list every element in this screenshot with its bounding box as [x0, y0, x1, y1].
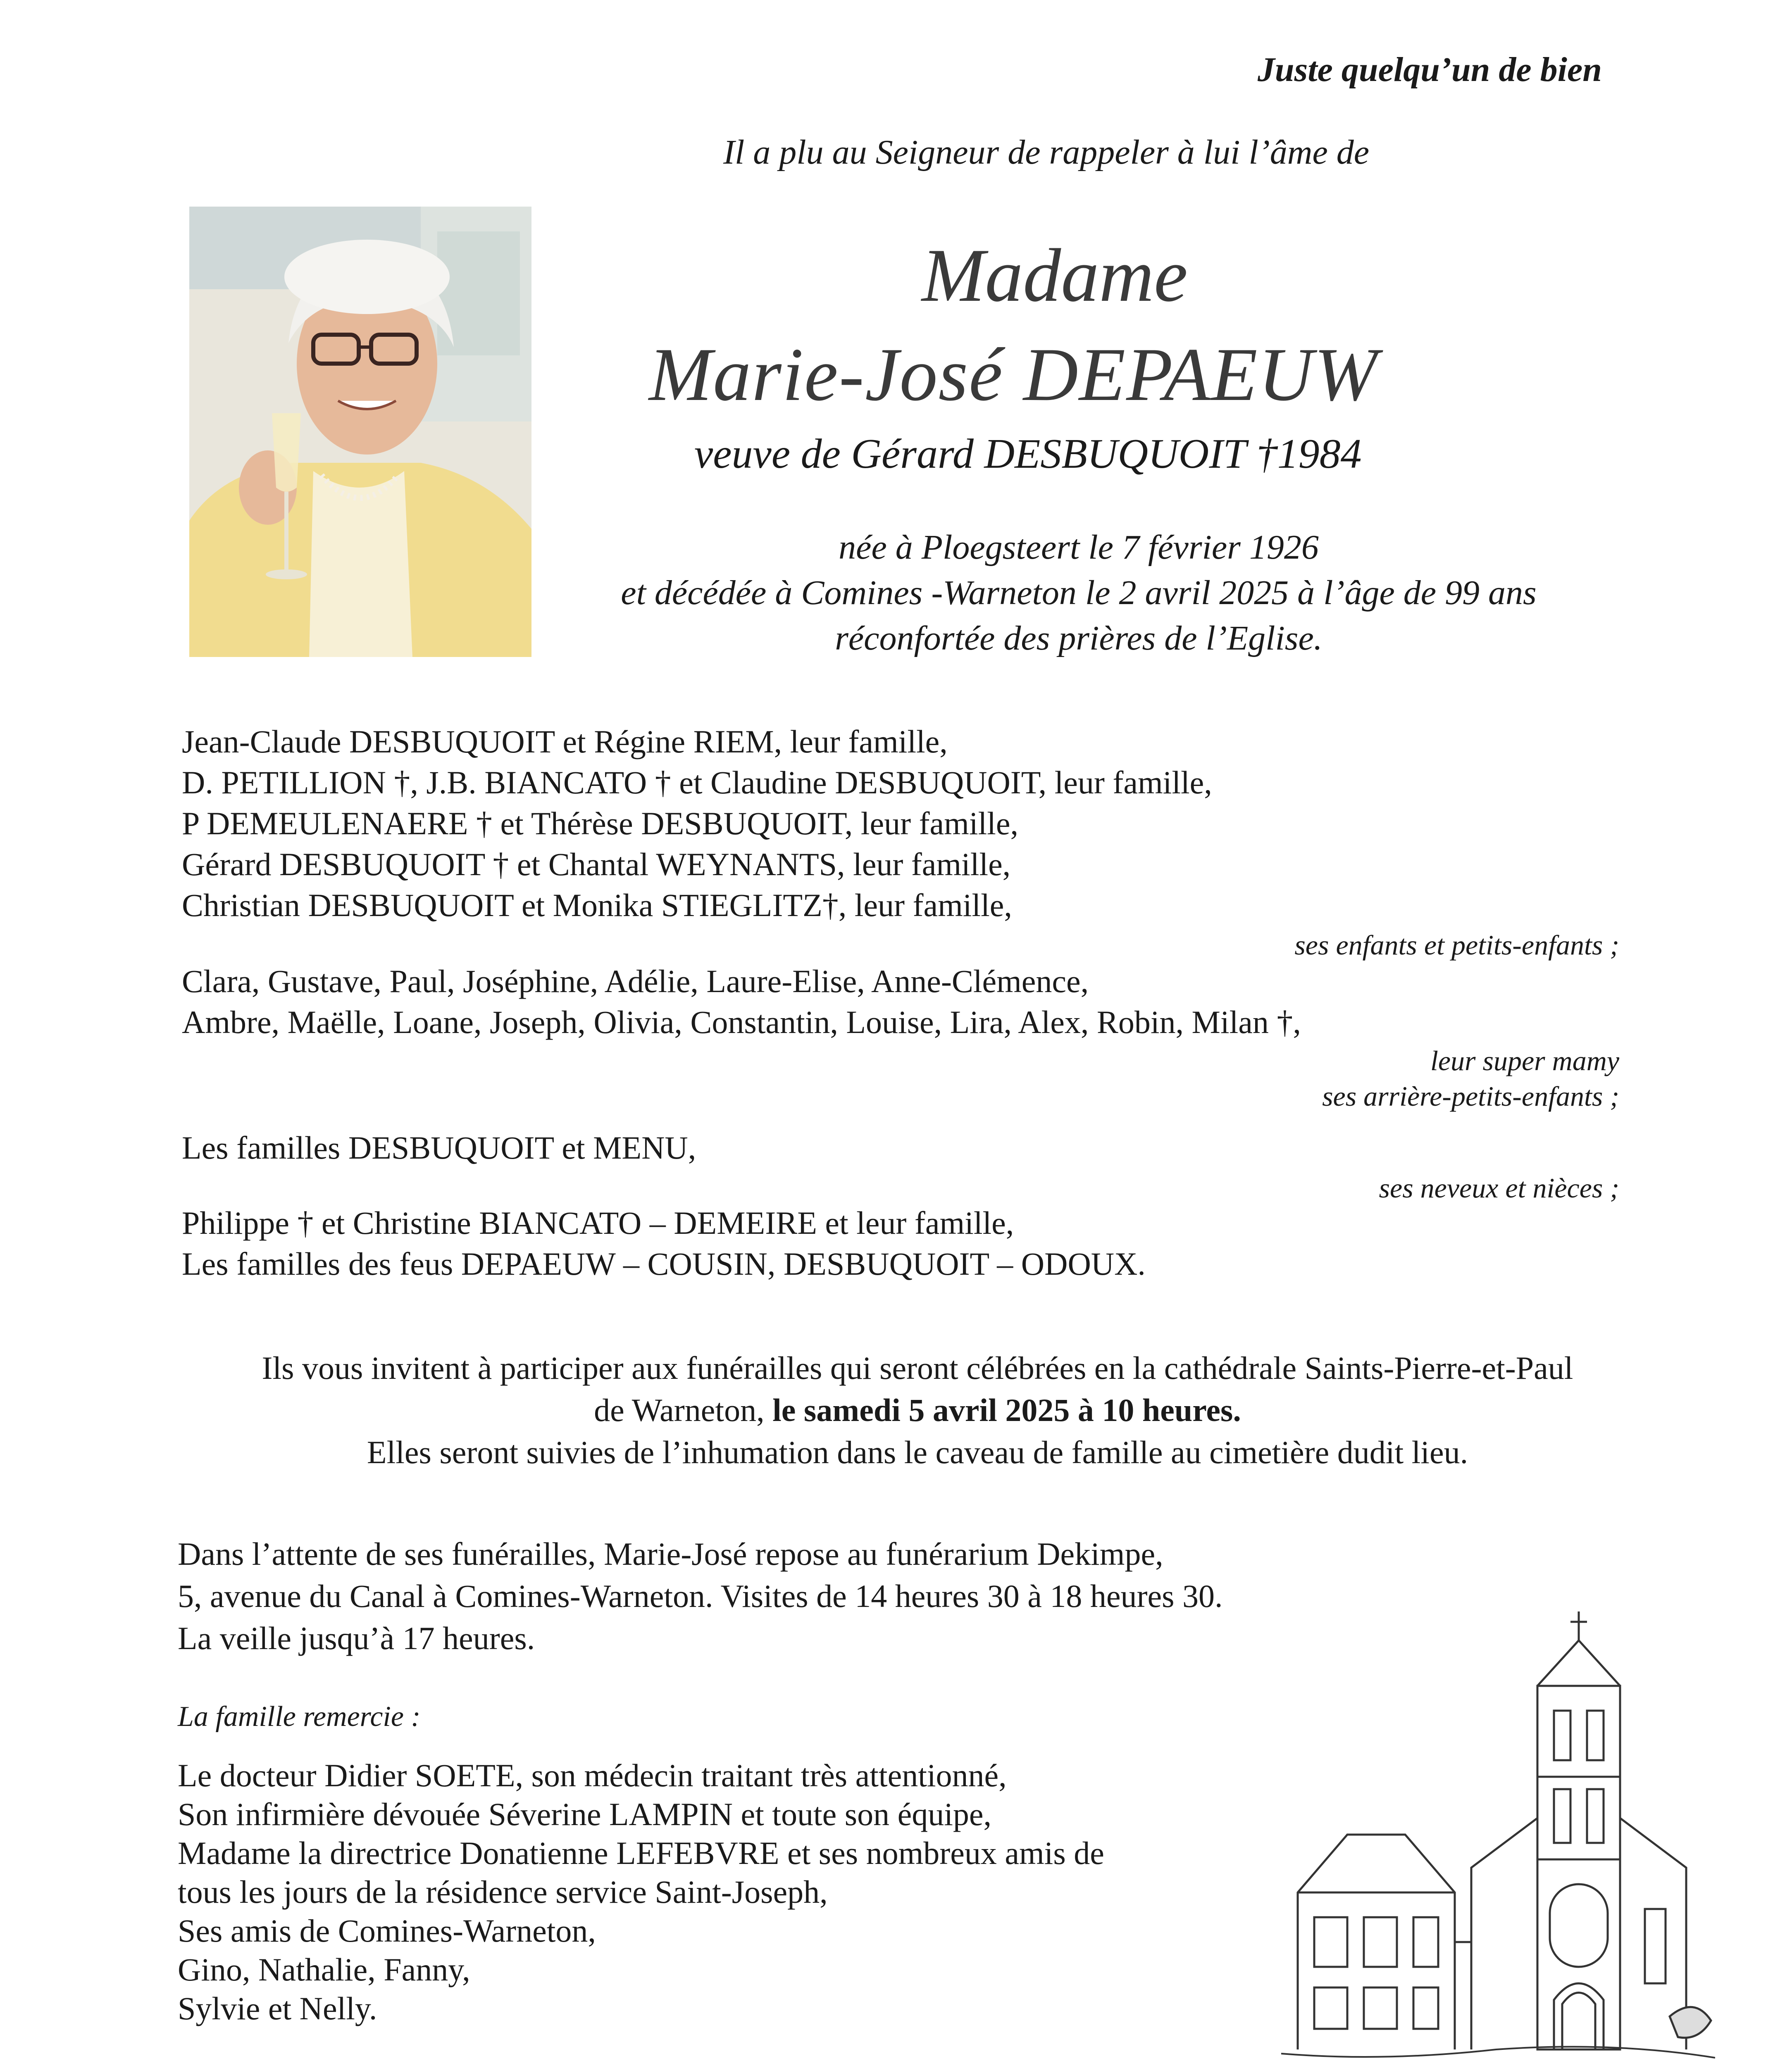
intro-text: Il a plu au Seigneur de rappeler à lui l’âme de	[723, 133, 1370, 171]
list-item: Jean-Claude DESBUQUOIT et Régine RIEM, leur famille,	[182, 724, 948, 759]
list-item: La veille jusqu’à 17 heures.	[178, 1620, 535, 1656]
visitation-info	[178, 1533, 1222, 1659]
list-item: tous les jours de la résidence service Saint-Joseph,	[178, 1874, 828, 1910]
funeral-invitation	[178, 1347, 1657, 1473]
thanks-list	[178, 1756, 1104, 2028]
title-madame: Madame	[922, 233, 1188, 317]
list-item: Gérard DESBUQUOIT † et Chantal WEYNANTS, leur famille,	[182, 846, 1011, 882]
nephews-note: ses neveux et nièces ;	[1379, 1172, 1619, 1204]
others-list	[182, 1202, 1146, 1284]
list-item: Ses amis de Comines-Warneton,	[178, 1913, 596, 1949]
list-item: Les familles des feus DEPAEUW – COUSIN, DESBUQUOIT – ODOUX.	[182, 1246, 1146, 1282]
invite-line: Elles seront suivies de l’inhumation dans le caveau de famille au cimetière dudit lieu.	[367, 1434, 1468, 1470]
portrait-photo	[189, 207, 531, 657]
motto: Juste quelqu’un de bien	[1257, 50, 1602, 89]
list-item: Ambre, Maëlle, Loane, Joseph, Olivia, Constantin, Louise, Lira, Alex, Robin, Milan †,	[182, 1004, 1301, 1040]
nephews-line	[182, 1127, 696, 1168]
list-item: D. PETILLION †, J.B. BIANCATO † et Claudine DESBUQUOIT, leur famille,	[182, 764, 1212, 800]
widow-of: veuve de Gérard DESBUQUOIT †1984	[694, 431, 1362, 477]
thanks-heading: La famille remercie :	[178, 1701, 421, 1733]
comfort-line: réconfortée des prières de l’Eglise.	[835, 619, 1323, 657]
list-item: Son infirmière dévouée Séverine LAMPIN et toute son équipe,	[178, 1796, 992, 1832]
list-item: Madame la directrice Donatienne LEFEBVRE et ses nombreux amis de	[178, 1835, 1104, 1871]
death-line: et décédée à Comines -Warneton le 2 avril 2025 à l’âge de 99 ans	[621, 574, 1537, 612]
list-item: P DEMEULENAERE † et Thérèse DESBUQUOIT, leur famille,	[182, 805, 1018, 841]
list-item: Clara, Gustave, Paul, Joséphine, Adélie, Laure-Elise, Anne-Clémence,	[182, 963, 1089, 999]
birth-death-block	[488, 525, 1670, 661]
church-drawing	[1281, 1603, 1715, 2066]
list-item: Christian DESBUQUOIT et Monika STIEGLITZ†, leur famille,	[182, 887, 1012, 923]
great-grandchildren-note-2: ses arrière-petits-enfants ;	[1322, 1081, 1619, 1112]
invite-line: de Warneton, le samedi 5 avril 2025 à 10 heures.	[594, 1392, 1241, 1428]
deceased-name: Marie-José DEPAEUW	[649, 332, 1378, 417]
list-item: Le docteur Didier SOETE, son médecin traitant très attentionné,	[178, 1757, 1007, 1793]
list-item: Dans l’attente de ses funérailles, Marie-José repose au funérarium Dekimpe,	[178, 1536, 1163, 1572]
children-list	[182, 721, 1212, 926]
great-grandchildren-note-1: leur super mamy	[1430, 1045, 1619, 1076]
list-item: Sylvie et Nelly.	[178, 1990, 377, 2026]
birth-line: née à Ploegsteert le 7 février 1926	[839, 528, 1319, 566]
list-item: Gino, Nathalie, Fanny,	[178, 1952, 470, 1987]
list-item: Les familles DESBUQUOIT et MENU,	[182, 1130, 696, 1166]
list-item: Philippe † et Christine BIANCATO – DEMEIRE et leur famille,	[182, 1205, 1014, 1241]
funeral-date: le samedi 5 avril 2025 à 10 heures.	[772, 1392, 1241, 1428]
list-item: 5, avenue du Canal à Comines-Warneton. Visites de 14 heures 30 à 18 heures 30.	[178, 1578, 1223, 1614]
invite-line: Ils vous invitent à participer aux funérailles qui seront célébrées en la cathédrale Saints-Pierre-et-Paul	[262, 1350, 1573, 1386]
children-note: ses enfants et petits-enfants ;	[1294, 929, 1619, 961]
great-grandchildren-list	[182, 961, 1301, 1043]
